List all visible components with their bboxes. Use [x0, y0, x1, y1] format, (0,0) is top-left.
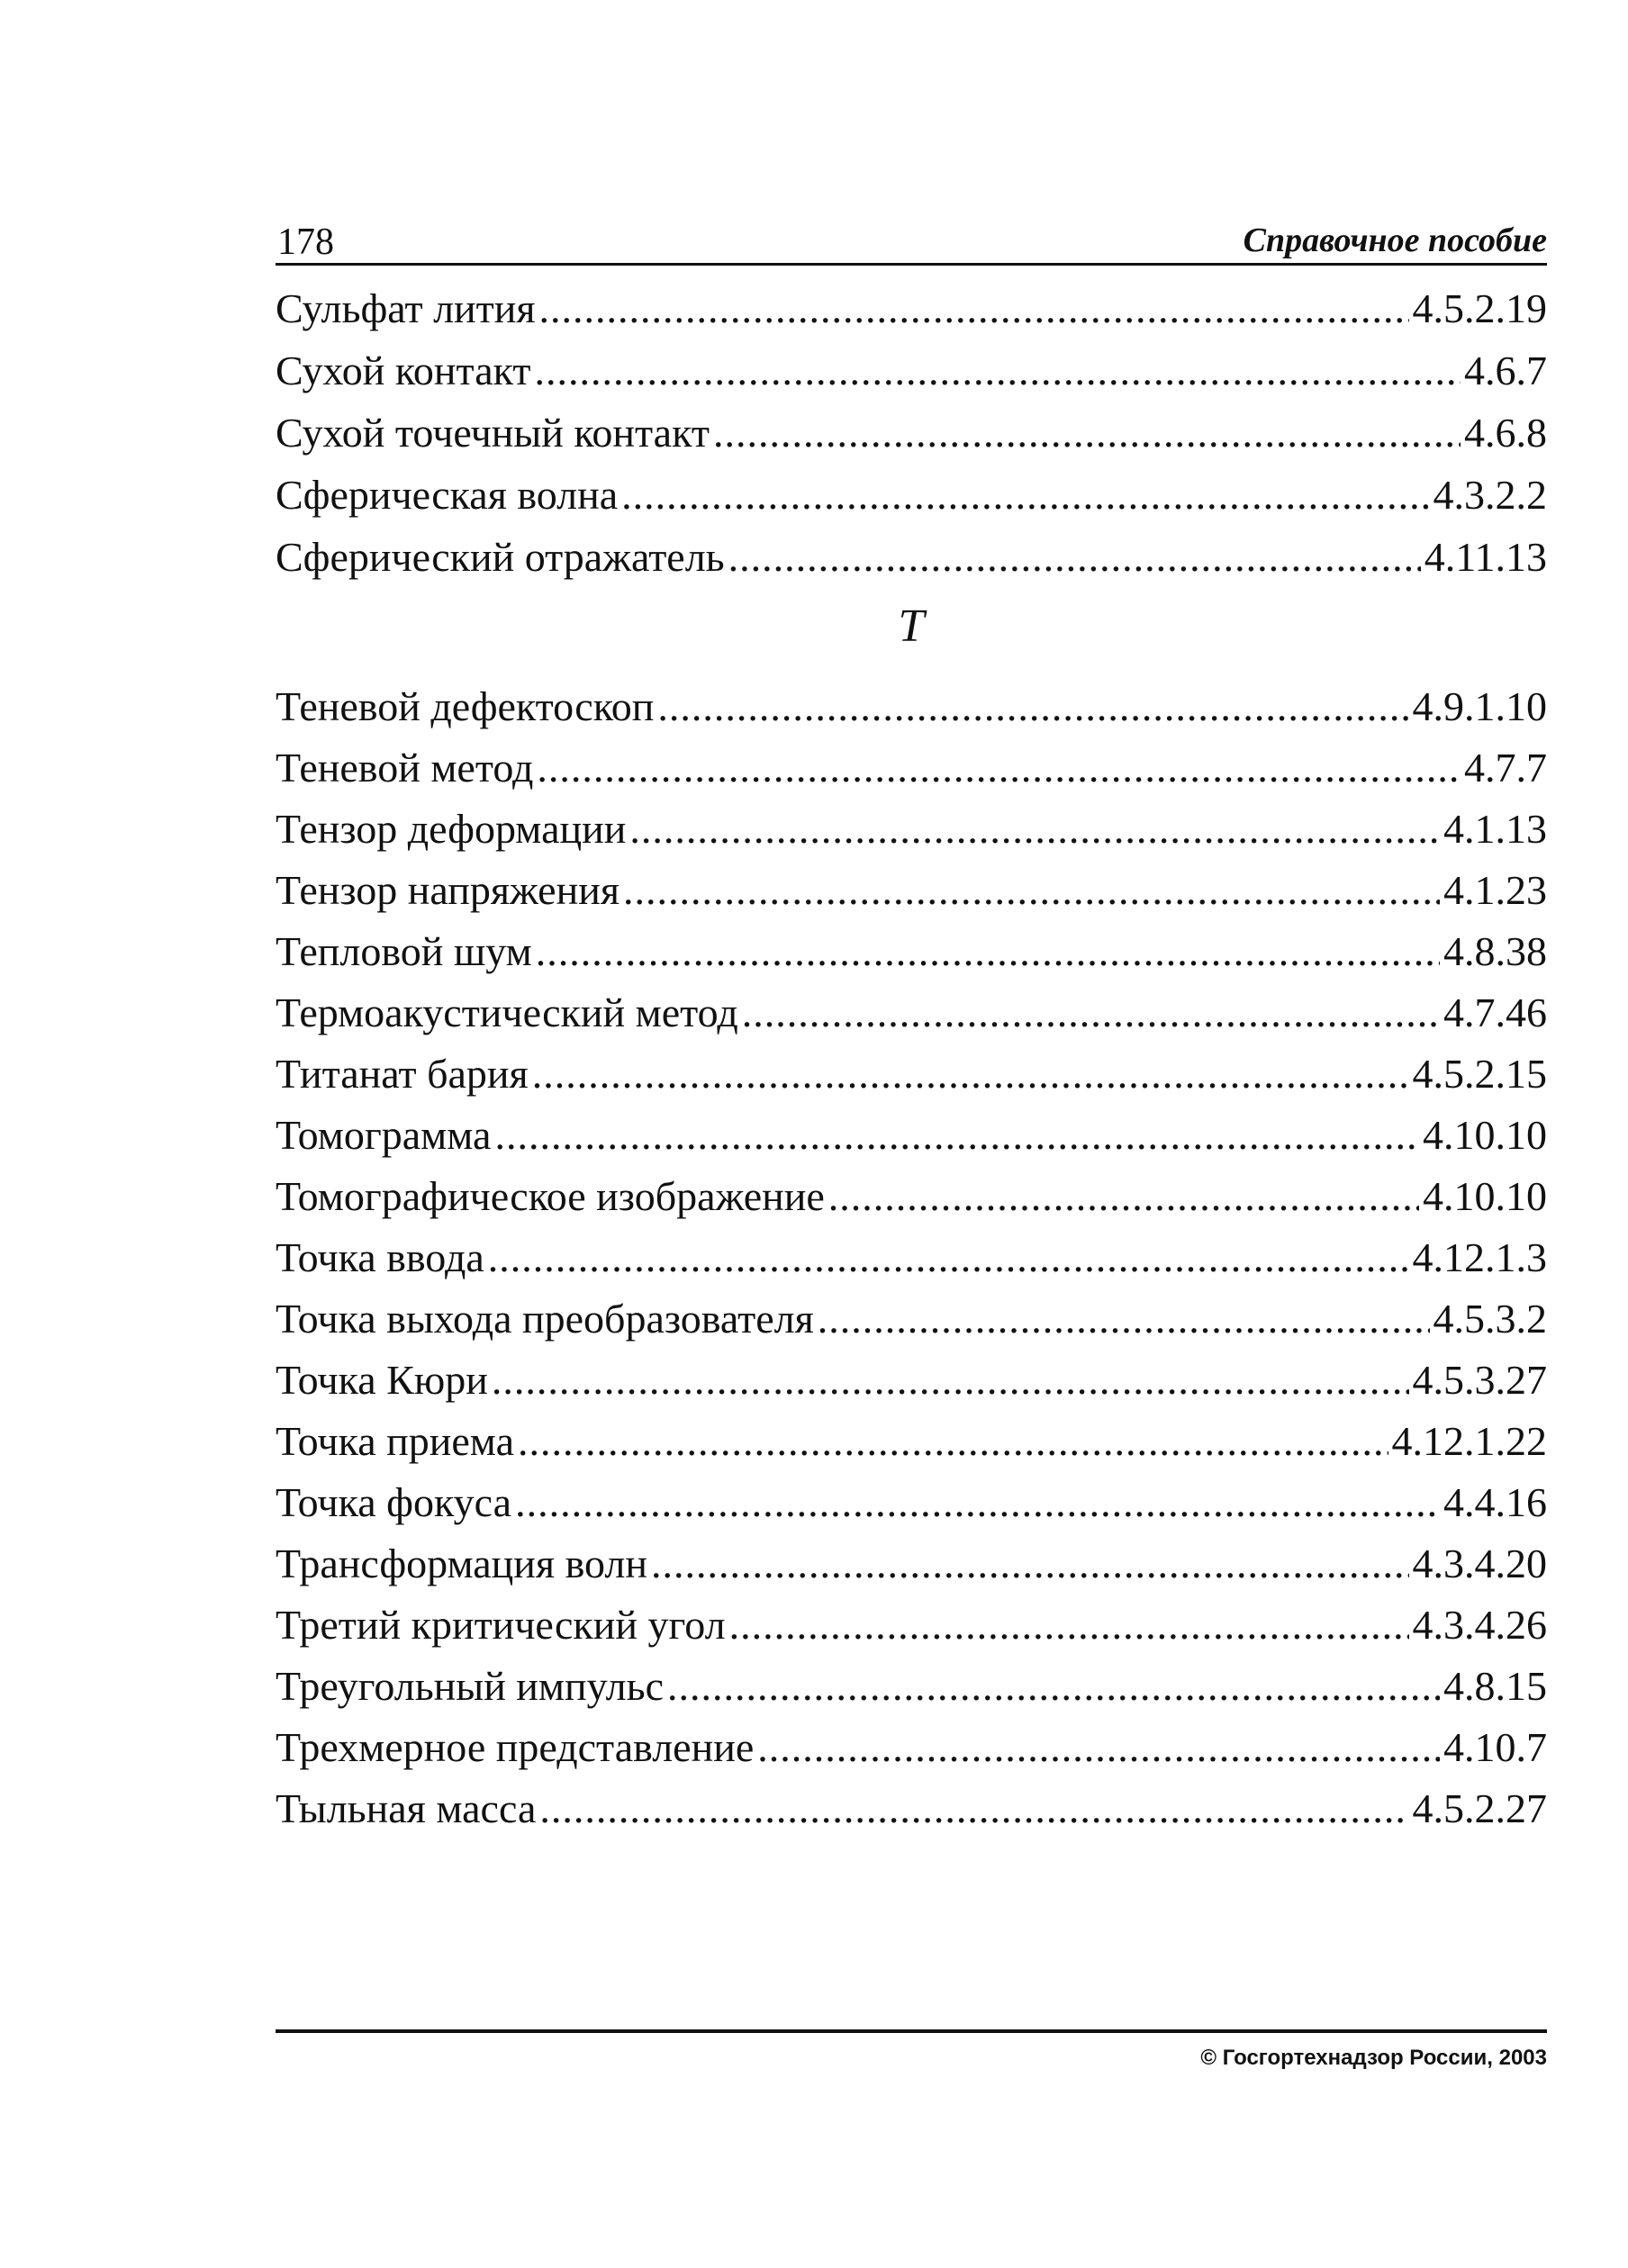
index-entry: [276, 986, 1547, 1040]
entry-term: Томографическое изображение: [276, 1173, 825, 1219]
entry-reference: 4.10.10: [1423, 1112, 1547, 1158]
entry-reference: 4.7.46: [1443, 989, 1547, 1035]
dot-leader: [729, 1598, 1409, 1652]
dot-leader: [536, 925, 1440, 979]
index-entry: [276, 1414, 1547, 1468]
index-entry: [276, 468, 1547, 522]
entry-term: Теневой метод: [276, 745, 534, 791]
entry-term: Точка приема: [276, 1418, 515, 1464]
entry-reference: 4.1.23: [1443, 867, 1547, 913]
entry-term: Точка выхода преобразователя: [276, 1296, 814, 1342]
dot-leader: [539, 1782, 1408, 1836]
entry-reference: 4.10.7: [1443, 1724, 1547, 1770]
section-letter-heading: Т: [898, 601, 925, 652]
entry-term: Трансформация волн: [276, 1541, 647, 1586]
entry-term: Томограмма: [276, 1112, 492, 1158]
index-entry: [276, 1537, 1547, 1591]
entry-term: Термоакустический метод: [276, 989, 738, 1035]
entry-term: Сферический отражатель: [276, 534, 725, 580]
entry-term: Точка Кюри: [276, 1357, 488, 1403]
dot-leader: [532, 1047, 1409, 1101]
entry-term: Тензор деформации: [276, 806, 627, 852]
dot-leader: [537, 741, 1461, 795]
entry-term: Теневой дефектоскоп: [276, 683, 655, 729]
entry-reference: 4.1.13: [1443, 806, 1547, 852]
entry-reference: 4.5.3.2: [1433, 1296, 1547, 1342]
entry-reference: 4.4.16: [1443, 1479, 1547, 1525]
dot-leader: [651, 1537, 1409, 1591]
dot-leader: [818, 1292, 1430, 1346]
entry-reference: 4.6.8: [1464, 410, 1547, 456]
entry-term: Сферическая волна: [276, 472, 619, 518]
index-entry: [276, 741, 1547, 795]
dot-leader: [518, 1414, 1388, 1468]
entry-term: Тензор напряжения: [276, 867, 620, 913]
index-entry: [276, 1659, 1547, 1713]
entry-reference: 4.5.2.15: [1412, 1051, 1547, 1097]
entry-reference: 4.5.2.19: [1412, 285, 1547, 331]
index-entry: [276, 925, 1547, 979]
index-entry: [276, 1353, 1547, 1407]
dot-leader: [539, 282, 1409, 336]
index-entry: [276, 1047, 1547, 1101]
index-entry: [276, 282, 1547, 336]
index-entry: [276, 1292, 1547, 1346]
entry-reference: 4.10.10: [1423, 1173, 1547, 1219]
entry-term: Титанат бария: [276, 1051, 529, 1097]
entry-reference: 4.6.7: [1464, 348, 1547, 393]
entry-reference: 4.12.1.22: [1391, 1418, 1547, 1464]
copyright-notice: © Госгортехнадзор России, 2003: [1200, 2046, 1547, 2070]
entry-reference: 4.11.13: [1424, 534, 1547, 580]
entry-term: Сухой точечный контакт: [276, 410, 710, 456]
page: [276, 212, 1547, 2103]
entry-term: Сульфат лития: [276, 285, 536, 331]
entry-term: Точка фокуса: [276, 1479, 512, 1525]
entry-term: Треугольный импульс: [276, 1663, 664, 1709]
entry-reference: 4.9.1.10: [1412, 683, 1547, 729]
index-entry: [276, 530, 1547, 584]
running-title: Справочное пособие: [1243, 221, 1547, 259]
page-header: [276, 212, 1547, 266]
entry-reference: 4.3.2.2: [1433, 472, 1547, 518]
dot-leader: [488, 1231, 1409, 1285]
entry-reference: 4.3.4.20: [1412, 1541, 1547, 1586]
page-number: 178: [277, 221, 334, 263]
entry-reference: 4.5.2.27: [1412, 1785, 1547, 1831]
dot-leader: [515, 1476, 1440, 1530]
entry-term: Тыльная масса: [276, 1785, 537, 1831]
entry-reference: 4.8.15: [1443, 1663, 1547, 1709]
entry-reference: 4.7.7: [1464, 745, 1547, 791]
entry-term: Трехмерное представление: [276, 1724, 755, 1770]
footer-rule: [276, 2029, 1547, 2033]
entry-term: Точка ввода: [276, 1234, 484, 1280]
index-entry: [276, 1108, 1547, 1162]
index-entry: [276, 406, 1547, 460]
dot-leader: [492, 1353, 1409, 1407]
dot-leader: [713, 406, 1461, 460]
index-entry: [276, 863, 1547, 917]
dot-leader: [657, 680, 1408, 734]
dot-leader: [621, 468, 1429, 522]
dot-leader: [742, 986, 1440, 1040]
dot-leader: [629, 802, 1440, 856]
index-entry: [276, 1170, 1547, 1224]
entry-reference: 4.3.4.26: [1412, 1602, 1547, 1648]
index-entry: [276, 680, 1547, 734]
entry-term: Третий критический угол: [276, 1602, 726, 1648]
dot-leader: [757, 1721, 1440, 1775]
entry-reference: 4.5.3.27: [1412, 1357, 1547, 1403]
entry-term: Сухой контакт: [276, 348, 531, 393]
dot-leader: [494, 1108, 1419, 1162]
dot-leader: [623, 863, 1440, 917]
index-entry: [276, 344, 1547, 398]
index-entry: [276, 802, 1547, 856]
entry-term: Тепловой шум: [276, 928, 532, 974]
entry-reference: 4.8.38: [1443, 928, 1547, 974]
index-entry: [276, 1721, 1547, 1775]
index-entry: [276, 1231, 1547, 1285]
index-entry: [276, 1476, 1547, 1530]
entry-reference: 4.12.1.3: [1412, 1234, 1547, 1280]
index-entry: [276, 1598, 1547, 1652]
index-entry: [276, 1782, 1547, 1836]
dot-leader: [534, 344, 1461, 398]
dot-leader: [728, 530, 1421, 584]
dot-leader: [828, 1170, 1419, 1224]
dot-leader: [667, 1659, 1440, 1713]
